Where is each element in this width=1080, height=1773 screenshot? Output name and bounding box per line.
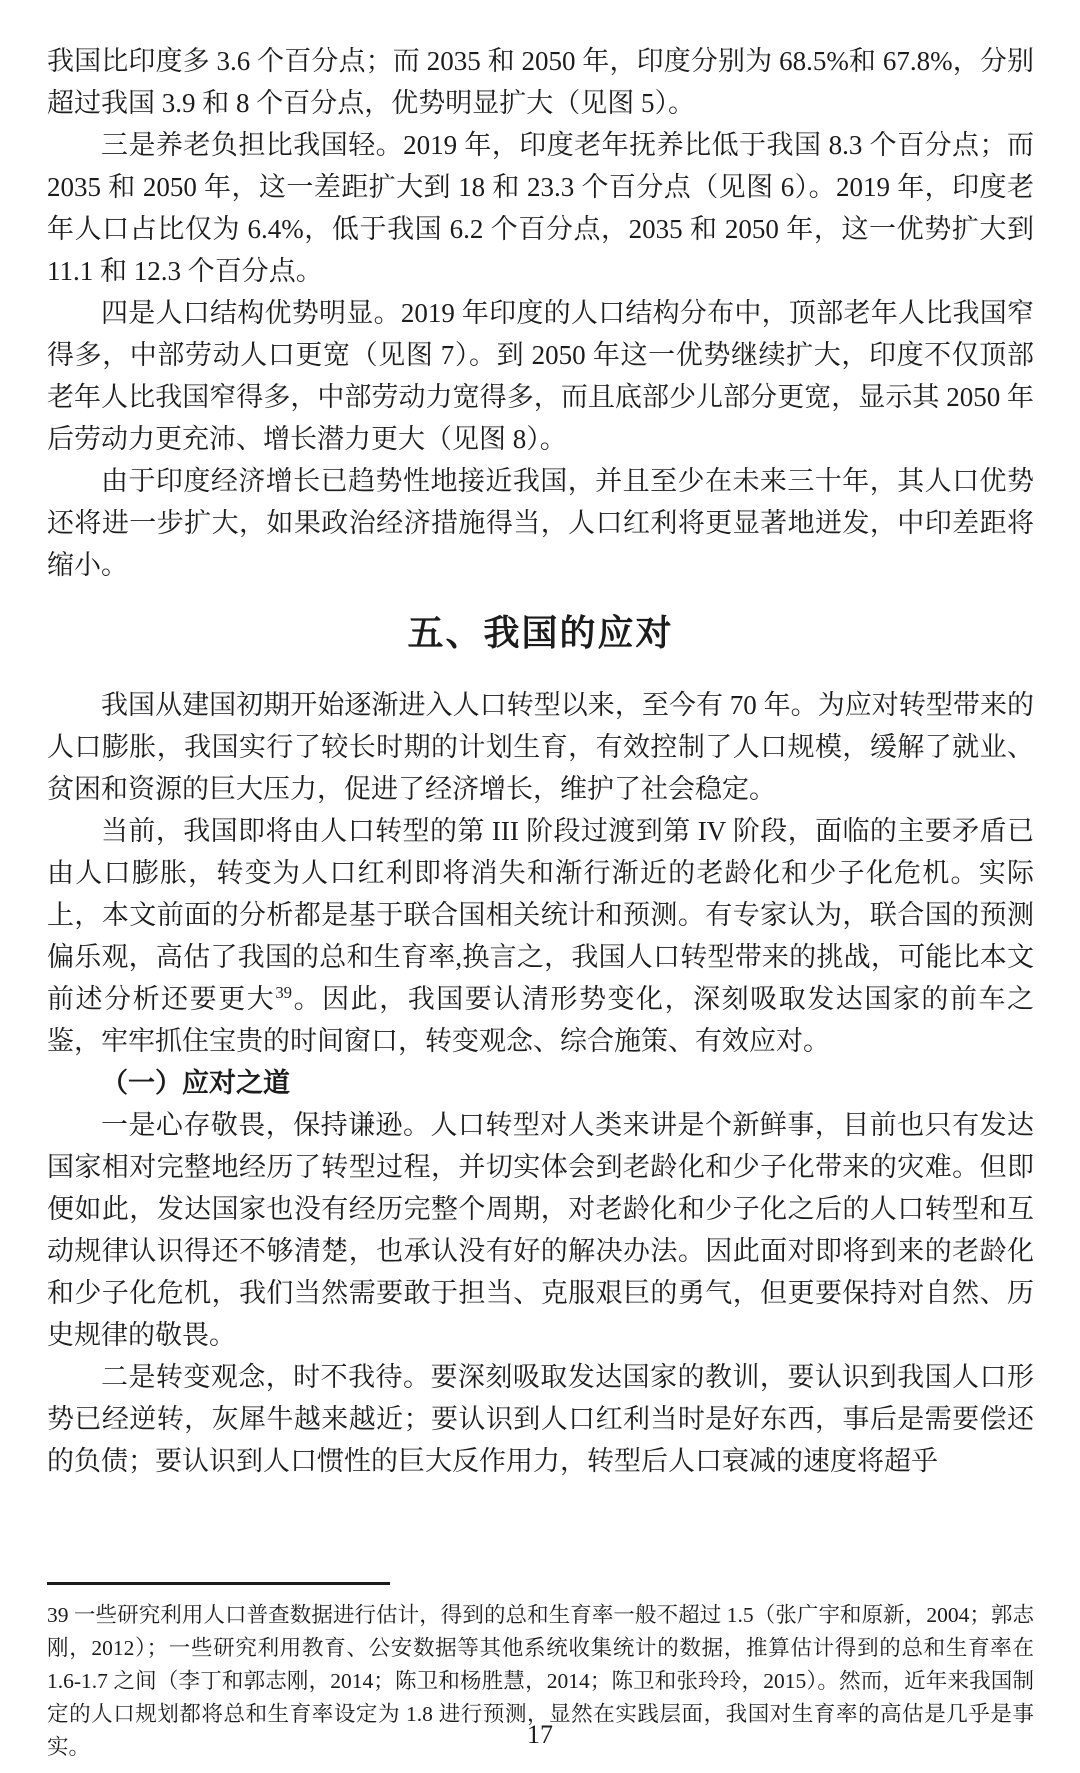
paragraph-current-stage [47, 810, 1034, 1062]
page-number: 17 [527, 1720, 553, 1749]
paragraph-fourth-point: 四是人口结构优势明显。2019 年印度的人口结构分布中，顶部老年人比我国窄得多，中部劳动人口更宽（见图 7）。到 2050 年这一优势继续扩大，印度不仅顶部老年人比我国窄得多，中部劳动力宽得多，而且底部少儿部分更宽，显示其 2050 年后劳动力更充沛、增长潜力更大（见图 8）。 [47, 298, 1034, 454]
paragraph-second-principle: 二是转变观念，时不我待。要深刻吸取发达国家的教训，要认识到我国人口形势已经逆转，灰犀牛越来越近；要认识到人口红利当时是好东西，事后是需要偿还的负债；要认识到人口惯性的巨大反作用力，转型后人口衰减的速度将超乎 [47, 1362, 1034, 1476]
footnote-body: 一些研究利用人口普查数据进行估计，得到的总和生育率一般不超过 1.5（张广宇和原新，2004；郭志刚，2012）；一些研究利用教育、公安数据等其他系统收集统计的数据，推算估计得到的总和生育率在 1.6-1.7 之间（李丁和郭志刚，2014；陈卫和杨胜慧，2014；陈卫和张玲玲，2015）。然而，近年来我国制定的人口规划都将总和生育率设定为 1.8 进行预测，显然在实践层面，我国对生育率的高估是几乎是事实。 [47, 1603, 1034, 1759]
paragraph-text-before-footnote: 当前，我国即将由人口转型的第 III 阶段过渡到第 IV 阶段，面临的主要矛盾已由人口膨胀，转变为人口红利即将消失和渐行渐近的老龄化和少子化危机。实际上，本文前面的分析都是基于联合国相关统计和预测。有专家认为，联合国的预测偏乐观，高估了我国的总和生育率,换言之，我国人口转型带来的挑战，可能比本文前述分析还要更大 [47, 816, 1034, 1014]
section-heading: 五、我国的应对 [407, 612, 674, 653]
paragraph-founding: 我国从建国初期开始逐渐进入人口转型以来，至今有 70 年。为应对转型带来的人口膨胀，我国实行了较长时期的计划生育，有效控制了人口规模，缓解了就业、贫困和资源的巨大压力，促进了经济增长，维护了社会稳定。 [47, 690, 1034, 804]
paragraph-first-principle: 一是心存敬畏，保持谦逊。人口转型对人类来讲是个新鲜事，目前也只有发达国家相对完整地经历了转型过程，并切实体会到老龄化和少子化带来的灾难。但即便如此，发达国家也没有经历完整个周期，对老龄化和少子化之后的人口转型和互动规律认识得还不够清楚，也承认没有好的解决办法。因此面对即将到来的老龄化和少子化危机，我们当然需要敢于担当、克服艰巨的勇气，但更要保持对自然、历史规律的敬畏。 [47, 1110, 1034, 1350]
footnote-marker: 39 [47, 1603, 69, 1627]
paragraph-text-after-footnote: 。因此，我国要认清形势变化，深刻吸取发达国家的前车之鉴，牢牢抓住宝贵的时间窗口，转变观念、综合施策、有效应对。 [47, 984, 1035, 1056]
paragraph-continuation: 我国比印度多 3.6 个百分点；而 2035 和 2050 年，印度分别为 68.5%和 67.8%，分别超过我国 3.9 和 8 个百分点，优势明显扩大（见图 5）。 [47, 46, 1034, 118]
sub-heading: （一）应对之道 [101, 1068, 290, 1098]
footnote-reference: 39 [275, 983, 293, 1002]
paragraph-india-outlook: 由于印度经济增长已趋势性地接近我国，并且至少在未来三十年，其人口优势还将进一步扩大，如果政治经济措施得当，人口红利将更显著地迸发，中印差距将缩小。 [47, 466, 1034, 580]
paragraph-third-point: 三是养老负担比我国轻。2019 年，印度老年抚养比低于我国 8.3 个百分点；而 2035 和 2050 年，这一差距扩大到 18 和 23.3 个百分点（见图 6）。2019 年，印度老年人口占比仅为 6.4%，低于我国 6.2 个百分点，2035 和 2050 年，这一优势扩大到 11.1 和 12.3 个百分点。 [47, 130, 1034, 286]
body-text [47, 40, 1034, 1482]
footnote-separator [47, 1582, 390, 1585]
